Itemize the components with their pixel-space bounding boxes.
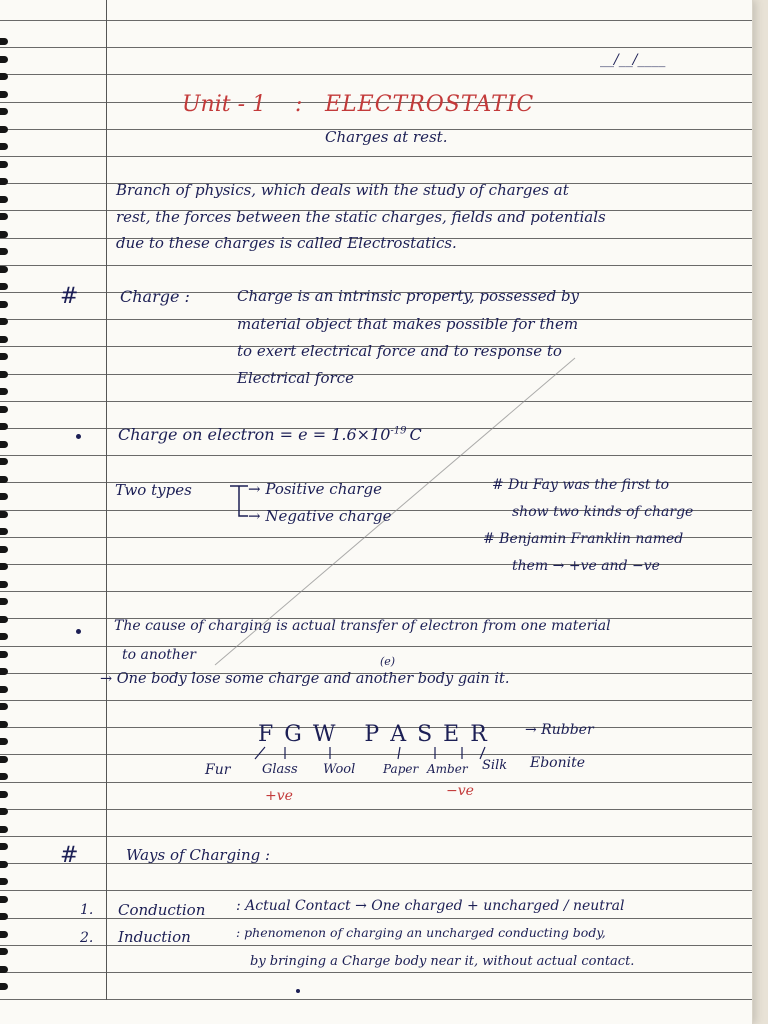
series-item-fur: Fur <box>205 762 231 778</box>
cause-line-3: → One body lose some charge and another body gain it. <box>100 671 510 687</box>
series-item-amber: Amber <box>427 762 468 776</box>
ways-label: Ways of Charging : <box>126 846 271 864</box>
electron-charge: Charge on electron = $e = 1.6\times 10^{-19}$ C <box>118 425 422 444</box>
negative-charge: → Negative charge <box>248 507 392 525</box>
intro-line-1: Branch of physics, which deals with the study of charges at <box>116 181 569 199</box>
method-desc: : Actual Contact → One charged + uncharged / neutral <box>236 898 625 914</box>
side-note-3: # Benjamin Franklin named <box>483 531 684 547</box>
intro-line-2: rest, the forces between the static charges, fields and potentials <box>116 208 606 226</box>
induction-continuation: by bringing a Charge body near it, without actual contact. <box>250 954 635 969</box>
charge-label: Charge : <box>120 287 190 306</box>
cause-line-2: to another <box>122 647 196 663</box>
positive-label: +ve <box>265 788 293 804</box>
side-note-4: them → +ve and −ve <box>512 558 660 574</box>
charge-def-line-1: Charge is an intrinsic property, possessed by <box>237 287 580 305</box>
negative-label: −ve <box>446 783 474 799</box>
side-note-2: show two kinds of charge <box>512 504 694 520</box>
series-item-paper: Paper <box>383 762 419 776</box>
hash-marker: # <box>60 843 79 868</box>
intro-line-3: due to these charges is called Electrostatics. <box>116 234 457 252</box>
series-item-glass: Glass <box>262 762 298 777</box>
series-item-ebonite: Ebonite <box>530 755 586 771</box>
bullet-dot <box>76 629 81 634</box>
bullet-dot <box>76 434 81 439</box>
date-field: __/__/____ <box>600 52 666 68</box>
method-number: 1. <box>80 902 94 918</box>
charge-def-line-3: to exert electrical force and to response to <box>237 342 562 360</box>
cause-line-1: The cause of charging is actual transfer of electron from one material <box>114 618 611 634</box>
side-note-1: # Du Fay was the first to <box>492 477 670 493</box>
subtitle: Charges at rest. <box>325 128 448 146</box>
electron-mark: (e) <box>380 655 396 668</box>
ink-dot <box>296 989 300 993</box>
method-desc: : phenomenon of charging an uncharged conducting body, <box>236 925 606 940</box>
charge-def-line-4: Electrical force <box>237 369 354 387</box>
title-colon: : <box>295 92 303 117</box>
series-letters: F G W P A S E R <box>258 722 489 747</box>
charge-def-line-2: material object that makes possible for them <box>237 315 579 333</box>
rubber-label: → Rubber <box>525 722 594 738</box>
positive-charge: → Positive charge <box>248 480 382 498</box>
method-name: Induction <box>118 928 191 946</box>
series-item-wool: Wool <box>323 762 356 777</box>
method-number: 2. <box>80 930 94 946</box>
bracket-icon <box>228 482 250 522</box>
hash-marker: # <box>60 284 79 309</box>
unit-label: Unit - 1 <box>182 92 267 117</box>
series-item-silk: Silk <box>482 758 508 773</box>
method-name: Conduction <box>118 901 206 919</box>
topic-title: ELECTROSTATIC <box>325 92 535 117</box>
types-label: Two types <box>115 481 192 499</box>
